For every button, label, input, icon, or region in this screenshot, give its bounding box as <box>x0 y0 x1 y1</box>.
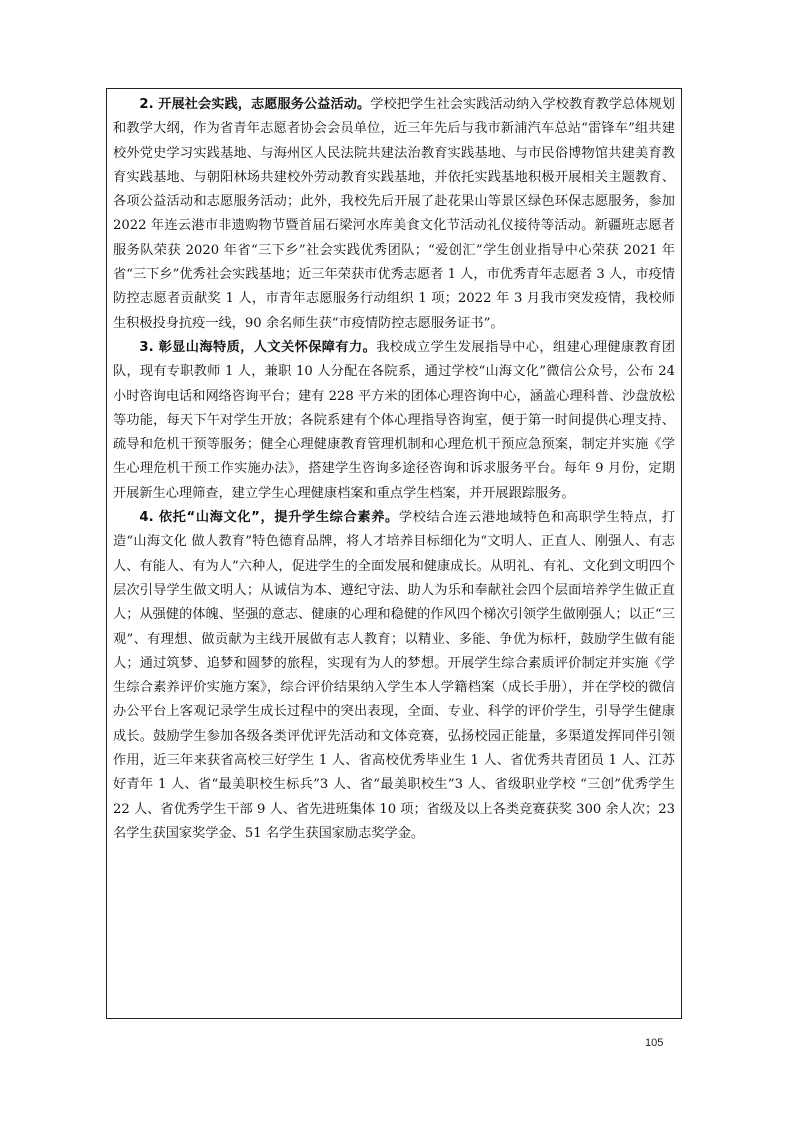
section-2-heading: 2. 开展社会实践，志愿服务公益活动。 <box>139 97 371 112</box>
section-3-body: 我校成立学生发展指导中心，组建心理健康教育团队，现有专职教师 1 人，兼职 10 人分配在各院系，通过学校“山海文化”微信公众号，公布 24 小时咨询电话和网络咨询平台；建有 228 平方米的团体心理咨询中心，涵盖心理科普、沙盘放松等功能，每天下午对学生开放；各院系建有个体心理指导咨询室，便于第一时间提供心理支持、疏导和危机干预等服务；健全心理健康教育管理机制和心理危机干预应急预案，制定并实施《学生心理危机干预工作实施办法》，搭建学生咨询多途径咨询和诉求服务平台。每年 9 月份，定期开展新生心理筛查，建立学生心理健康档案和重点学生档案，并开展跟踪服务。 <box>113 339 676 501</box>
section-4-heading: 4. 依托“山海文化”，提升学生综合素养。 <box>139 510 399 526</box>
section-4-body: 学校结合连云港地域特色和高职学生特点，打造“山海文化 做人教育”特色德育品牌，将人才培养目标细化为“文明人、正直人、刚强人、有志人、有能人、有为人”六种人，促进学生的全面发展和健康成长。从明礼、有礼、文化到文明四个层次引导学生做文明人；从诚信为本、遵纪守法、助人为乐和奉献社会四个层面培养学生做正直人；从强健的体魄、坚强的意志、健康的心理和稳健的作风四个梯次引领学生做刚强人；以正“三观”、有理想、做贡献为主线开展做有志人教育；以精业、多能、争优为标杆，鼓励学生做有能人；通过筑梦、追梦和圆梦的旅程，实现有为人的梦想。开展学生综合素质评价制定并实施《学生综合素养评价实施方案》，综合评价结果纳入学生本人学籍档案（成长手册），并在学校的微信办公平台上客观记录学生成长过程中的突出表现，全面、专业、科学的评价学生，引导学生健康成长。鼓励学生参加各级各类评优评先活动和文体竞赛，弘扬校园正能量，多渠道发挥同伴引领作用，近三年来获省高校三好学生 1 人、省高校优秀毕业生 1 人、省优秀共青团员 1 人、江苏好青年 1 人、省“最美职校生标兵”3 人、省“最美职校生”3 人、省级职业学校 “三创”优秀学生 22 人、省优秀学生干部 9 人、省先进班集体 10 项；省级及以上各类竞赛获奖 300 余人次；23 名学生获国家奖学金、51 名学生获国家励志奖学金。 <box>113 510 675 841</box>
section-2-body: 学校把学生社会实践活动纳入学校教育教学总体规划和教学大纲，作为省青年志愿者协会会员单位，近三年先后与我市新浦汽车总站“雷锋车”组共建校外党史学习实践基地、与海州区人民法院共建法治教育实践基地、与市民俗博物馆共建美育教育实践基地、与朝阳林场共建校外劳动教育实践基地，并依托实践基地积极开展相关主题教育、各项公益活动和志愿服务活动；此外，我校先后开展了赴花果山等景区绿色环保志愿服务，参加 2022 年连云港市非遗购物节暨首届石梁河水库美食文化节活动礼仪接待等活动。新疆班志愿者服务队荣获 2020 年省“三下乡”社会实践优秀团队；“爱创汇”学生创业指导中心荣获 2021 年省“三下乡”优秀社会实践基地；近三年荣获市优秀志愿者 1 人，市优秀青年志愿者 3 人，市疫情防控志愿者贡献奖 1 人，市青年志愿服务行动组织 1 项；2022 年 3 月我市突发疫情，我校师生积极投身抗疫一线，90 余名师生获“市疫情防控志愿服务证书”。 <box>113 97 675 331</box>
section-3-paragraph <box>113 336 675 506</box>
page-number: 105 <box>645 1037 664 1049</box>
section-2-paragraph <box>113 93 675 336</box>
section-4-paragraph <box>113 506 675 846</box>
section-3-heading: 3. 彰显山海特质，人文关怀保障有力。 <box>139 339 377 355</box>
document-body <box>113 93 675 846</box>
